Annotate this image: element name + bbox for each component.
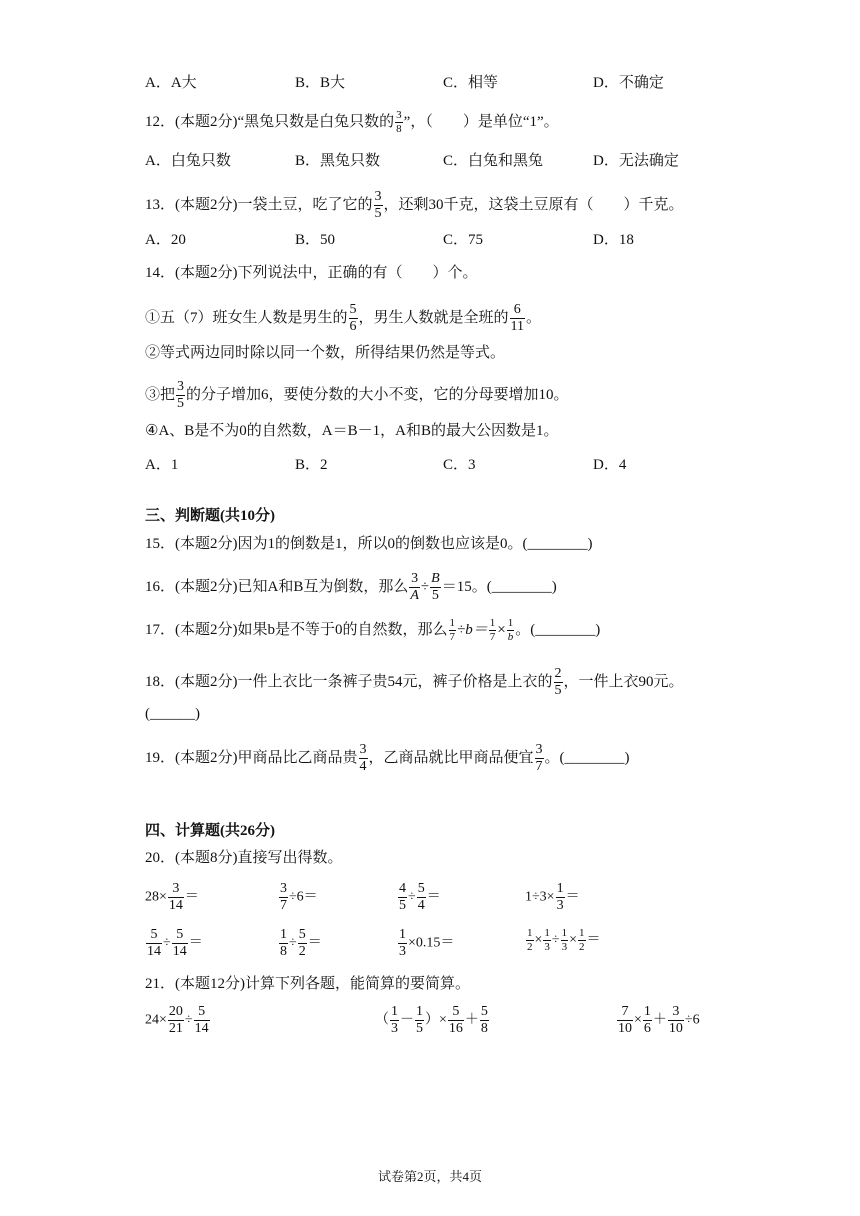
q14-option-c: C．3 bbox=[443, 457, 476, 473]
q19-text-c: 。(________) bbox=[544, 749, 630, 766]
q20-calc-1: 28× $\frac{3}{14}$ ＝ bbox=[145, 881, 199, 913]
q14-option-a: A．1 bbox=[145, 457, 179, 473]
q14-s3-fraction: $\frac{3}{5}$ bbox=[177, 379, 185, 411]
q14-statement-2: ②等式两边同时除以同一个数，所得结果仍然是等式。 bbox=[145, 345, 506, 361]
q18-question bbox=[145, 667, 684, 698]
q13-option-c: C．75 bbox=[443, 232, 484, 248]
q17-fraction-2: $\frac{1}{7}$ bbox=[489, 617, 496, 643]
q11-option-b: B．B大 bbox=[295, 75, 346, 91]
q12-option-b: B．黑兔只数 bbox=[295, 153, 381, 169]
q12-option-a: A．白兔只数 bbox=[145, 153, 231, 169]
q14-s3-text-b: 的分子增加6，要使分数的大小不变，它的分母要增加10。 bbox=[186, 386, 569, 403]
q14-s3-text-a: ③把 bbox=[145, 386, 176, 403]
q17-text-b: 。(________) bbox=[515, 621, 601, 638]
q17-mid: ÷b＝ bbox=[457, 621, 488, 638]
q14-option-d: D．4 bbox=[593, 457, 627, 473]
q14-s1-fraction-1: $\frac{5}{6}$ bbox=[349, 302, 357, 334]
q20-calc-6: $\frac{1}{8}$ ÷ $\frac{5}{2}$ ＝ bbox=[280, 927, 322, 959]
q14-s1-text-c: 。 bbox=[526, 309, 542, 326]
q21-expr-3: $\frac{7}{10}$ × $\frac{1}{6}$ ＋ $\frac{3}{10}$ ÷6 bbox=[618, 1004, 700, 1036]
q18-fraction: $\frac{2}{5}$ bbox=[554, 666, 562, 698]
q11-option-a: A．A大 bbox=[145, 75, 197, 91]
q16-operator: ÷ bbox=[420, 578, 430, 595]
q18-text-b: ，一件上衣90元。 bbox=[563, 673, 684, 690]
q14-s1-text-b: ，男生人数就是全班的 bbox=[358, 309, 509, 326]
q20-calc-4: 1÷3× $\frac{1}{3}$ ＝ bbox=[525, 881, 580, 913]
q13-text-b: ，还剩30千克，这袋土豆原有（ ）千克。 bbox=[383, 196, 684, 213]
q14-question: 14．(本题2分)下列说法中，正确的有（ ）个。 bbox=[145, 265, 478, 281]
q17-fraction-3: $\frac{1}{b}$ bbox=[507, 617, 514, 643]
q15-question: 15．(本题2分)因为1的倒数是1，所以0的倒数也应该是0。(________) bbox=[145, 536, 593, 552]
q13-question bbox=[145, 190, 684, 221]
q18-answer-blank: (______) bbox=[145, 706, 200, 722]
q11-option-c: C．相等 bbox=[443, 75, 499, 91]
q14-statement-1 bbox=[145, 303, 541, 334]
q21-expr-1: 24× $\frac{20}{21}$ ÷ $\frac{5}{14}$ bbox=[145, 1004, 209, 1036]
q16-question bbox=[145, 572, 557, 603]
q14-s1-text-a: ①五（7）班女生人数是男生的 bbox=[145, 309, 348, 326]
q16-fraction-2: $\frac{B}{5}$ bbox=[431, 571, 440, 603]
q18-text-a: 18．(本题2分)一件上衣比一条裤子贵54元，裤子价格是上衣的 bbox=[145, 673, 553, 690]
q19-fraction-2: $\frac{3}{7}$ bbox=[535, 742, 543, 774]
q12-fraction: $\frac{3}{8}$ bbox=[396, 109, 402, 135]
q13-option-a: A．20 bbox=[145, 232, 186, 248]
q16-fraction-1: $\frac{3}{A}$ bbox=[410, 571, 419, 603]
q17-text-a: 17．(本题2分)如果b是不等于0的自然数，那么 bbox=[145, 621, 448, 638]
q20-calc-7: $\frac{1}{3}$ ×0.15＝ bbox=[399, 927, 455, 959]
q12-option-d: D．无法确定 bbox=[593, 153, 679, 169]
section-4-title: 四、计算题(共26分) bbox=[145, 823, 275, 839]
q13-option-b: B．50 bbox=[295, 232, 336, 248]
q19-fraction-1: $\frac{3}{4}$ bbox=[359, 742, 367, 774]
q16-text-b: ＝15。(________) bbox=[441, 578, 557, 595]
q12-question bbox=[145, 110, 559, 135]
q14-statement-3 bbox=[145, 380, 569, 411]
q21-question: 21．(本题12分)计算下列各题，能简算的要简算。 bbox=[145, 976, 470, 992]
q11-option-d: D．不确定 bbox=[593, 75, 664, 91]
q13-text-a: 13．(本题2分)一袋土豆，吃了它的 bbox=[145, 196, 373, 213]
q17-times: × bbox=[497, 621, 506, 638]
q14-s1-fraction-2: $\frac{6}{11}$ bbox=[510, 302, 525, 334]
q14-option-b: B．2 bbox=[295, 457, 328, 473]
q21-expr-2: （ $\frac{1}{3}$ － $\frac{1}{5}$ ）× $\frac{5}{16}$ ＋ $\frac{5}{8}$ bbox=[375, 1004, 488, 1036]
q17-question bbox=[145, 618, 600, 643]
q20-calc-3: $\frac{4}{5}$ ÷ $\frac{5}{4}$ ＝ bbox=[399, 881, 441, 913]
section-3-title: 三、判断题(共10分) bbox=[145, 508, 275, 524]
q13-option-d: D．18 bbox=[593, 232, 634, 248]
q12-text-a: 12．(本题2分)“黑兔只数是白兔只数的 bbox=[145, 113, 395, 130]
q19-text-a: 19．(本题2分)甲商品比乙商品贵 bbox=[145, 749, 358, 766]
q20-calc-5: $\frac{5}{14}$ ÷ $\frac{5}{14}$ ＝ bbox=[147, 927, 203, 959]
q20-calc-8: $\frac{1}{2}$ × $\frac{1}{3}$ ÷ $\frac{1}{3}$ × $\frac{1}{2}$ ＝ bbox=[527, 927, 601, 953]
q20-calc-2: $\frac{3}{7}$ ÷6＝ bbox=[280, 881, 318, 913]
q19-text-b: ，乙商品就比甲商品便宜 bbox=[368, 749, 534, 766]
q14-statement-4: ④A、B是不为0的自然数，A＝B－1，A和B的最大公因数是1。 bbox=[145, 423, 559, 439]
page-footer: 试卷第2页，共4页 bbox=[377, 1169, 482, 1184]
q13-fraction: $\frac{3}{5}$ bbox=[374, 189, 382, 221]
q20-question: 20．(本题8分)直接写出得数。 bbox=[145, 850, 343, 866]
q17-fraction-1: $\frac{1}{7}$ bbox=[449, 617, 455, 643]
q19-question bbox=[145, 743, 630, 774]
q16-text-a: 16．(本题2分)已知A和B互为倒数，那么 bbox=[145, 578, 409, 595]
q12-option-c: C．白兔和黑兔 bbox=[443, 153, 544, 169]
q12-text-b: ”，（ ）是单位“1”。 bbox=[403, 113, 559, 130]
